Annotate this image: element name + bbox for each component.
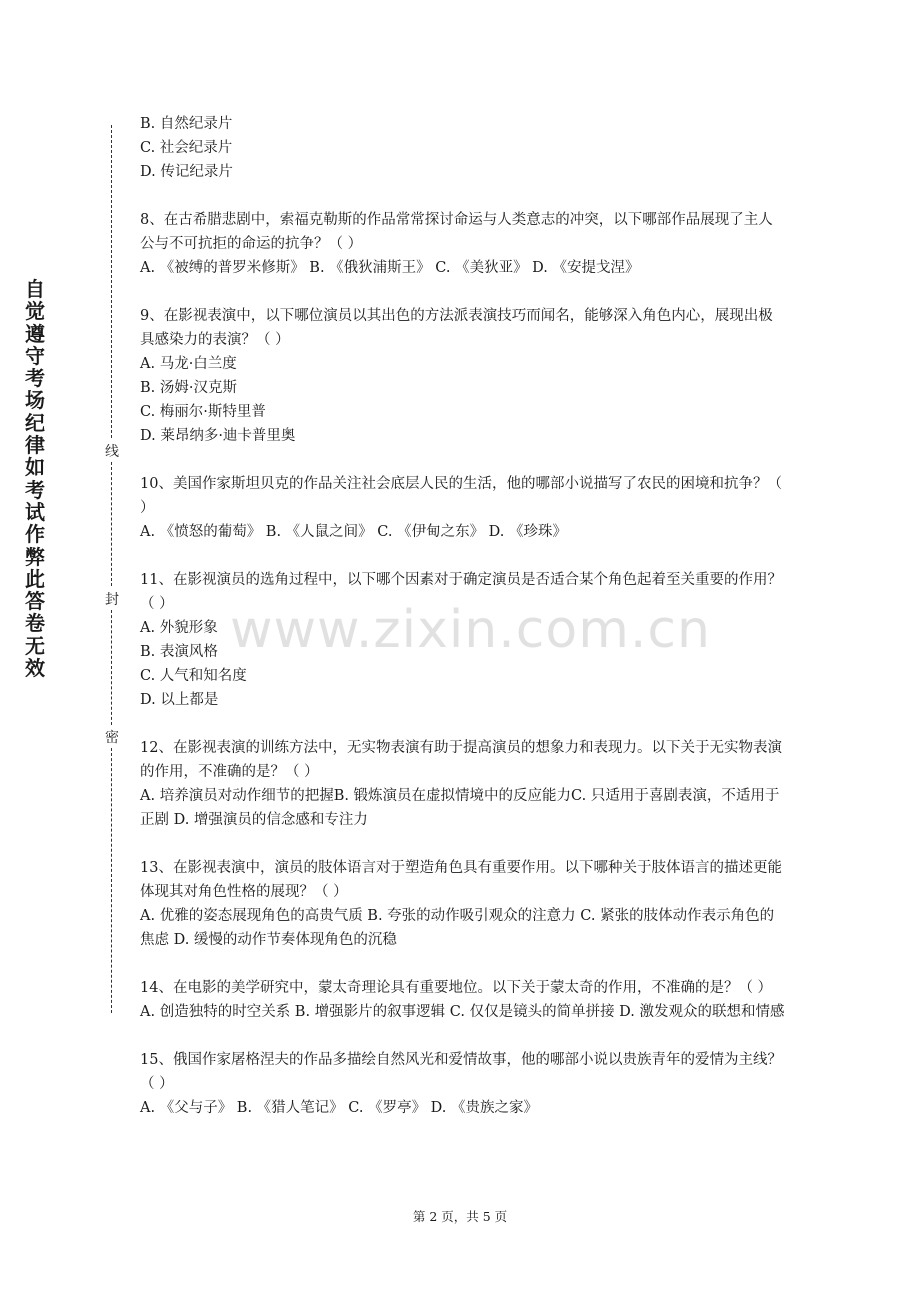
option: B. 汤姆·汉克斯 <box>140 380 237 396</box>
option: B. 表演风格 <box>140 644 218 660</box>
question-stem: 8、在古希腊悲剧中，索福克勒斯的作品常常探讨命运与人类意志的冲突，以下哪部作品展现了主人公与不可抗拒的命运的抗争？（ ） <box>140 212 773 252</box>
question-13 <box>140 856 785 952</box>
option: D. 传记纪录片 <box>140 164 233 180</box>
option: D. 莱昂纳多·迪卡普里奥 <box>140 428 296 444</box>
option-row: A. 创造独特的时空关系 B. 增强影片的叙事逻辑 C. 仅仅是镜头的简单拼接 D. 激发观众的联想和情感 <box>140 1004 785 1020</box>
watermark: www.zixin.com.cn <box>230 600 711 660</box>
binding-dashed-line <box>111 125 112 438</box>
option: C. 梅丽尔·斯特里普 <box>140 404 266 420</box>
binding-dashed-line <box>111 462 112 586</box>
option-row: A. 培养演员对动作细节的把握B. 锻炼演员在虚拟情境中的反应能力C. 只适用于喜剧表演，不适用于正剧 D. 增强演员的信念感和专注力 <box>140 788 780 828</box>
question-7-continued <box>140 112 785 184</box>
question-stem: 10、美国作家斯坦贝克的作品关注社会底层人民的生活，他的哪部小说描写了农民的困境和抗争？（ ） <box>140 476 782 516</box>
question-stem: 14、在电影的美学研究中，蒙太奇理论具有重要地位。以下关于蒙太奇的作用，不准确的是？（ ） <box>140 980 773 996</box>
question-stem: 11、在影视演员的选角过程中，以下哪个因素对于确定演员是否适合某个角色起着至关重要的作用？（ ） <box>140 572 782 612</box>
option-row: A. 《父与子》 B. 《猎人笔记》 C. 《罗亭》 D. 《贵族之家》 <box>140 1100 539 1116</box>
binding-dashed-line <box>111 610 112 725</box>
option-row: A. 优雅的姿态展现角色的高贵气质 B. 夸张的动作吸引观众的注意力 C. 紧张的肢体动作表示角色的焦虑 D. 缓慢的动作节奏体现角色的沉稳 <box>140 908 775 948</box>
binding-dashed-line <box>111 748 112 1013</box>
option: C. 人气和知名度 <box>140 668 247 684</box>
option: A. 马龙·白兰度 <box>140 356 237 372</box>
option: A. 外貌形象 <box>140 620 218 636</box>
question-stem: 12、在影视表演的训练方法中，无实物表演有助于提高演员的想象力和表现力。以下关于无实物表演的作用，不准确的是？（ ） <box>140 740 782 780</box>
binding-label-secret: 密 <box>102 727 122 747</box>
question-list <box>140 112 785 1144</box>
binding-label-seal: 封 <box>102 589 122 609</box>
binding-label-line: 线 <box>102 441 122 461</box>
question-12 <box>140 736 785 832</box>
exam-discipline-notice: 自觉遵守考场纪律如考试作弊此答卷无效 <box>25 277 45 681</box>
question-8 <box>140 208 785 280</box>
question-10 <box>140 472 785 544</box>
option-row: A. 《愤怒的葡萄》 B. 《人鼠之间》 C. 《伊甸之东》 D. 《珍珠》 <box>140 524 568 540</box>
question-11 <box>140 568 785 712</box>
question-stem: 9、在影视表演中，以下哪位演员以其出色的方法派表演技巧而闻名，能够深入角色内心，展现出极具感染力的表演？（ ） <box>140 308 773 348</box>
page-number: 第 2 页，共 5 页 <box>412 1209 508 1224</box>
option: D. 以上都是 <box>140 692 219 708</box>
question-9 <box>140 304 785 448</box>
question-15 <box>140 1048 785 1120</box>
option: B. 自然纪录片 <box>140 116 233 132</box>
question-stem: 13、在影视表演中，演员的肢体语言对于塑造角色具有重要作用。以下哪种关于肢体语言的描述更能体现其对角色性格的展现？（ ） <box>140 860 782 900</box>
question-stem: 15、俄国作家屠格涅夫的作品多描绘自然风光和爱情故事，他的哪部小说以贵族青年的爱情为主线？（ ） <box>140 1052 782 1092</box>
option-row: A. 《被缚的普罗米修斯》 B. 《俄狄浦斯王》 C. 《美狄亚》 D. 《安提戈涅》 <box>140 260 640 276</box>
question-14 <box>140 976 785 1024</box>
option: C. 社会纪录片 <box>140 140 233 156</box>
